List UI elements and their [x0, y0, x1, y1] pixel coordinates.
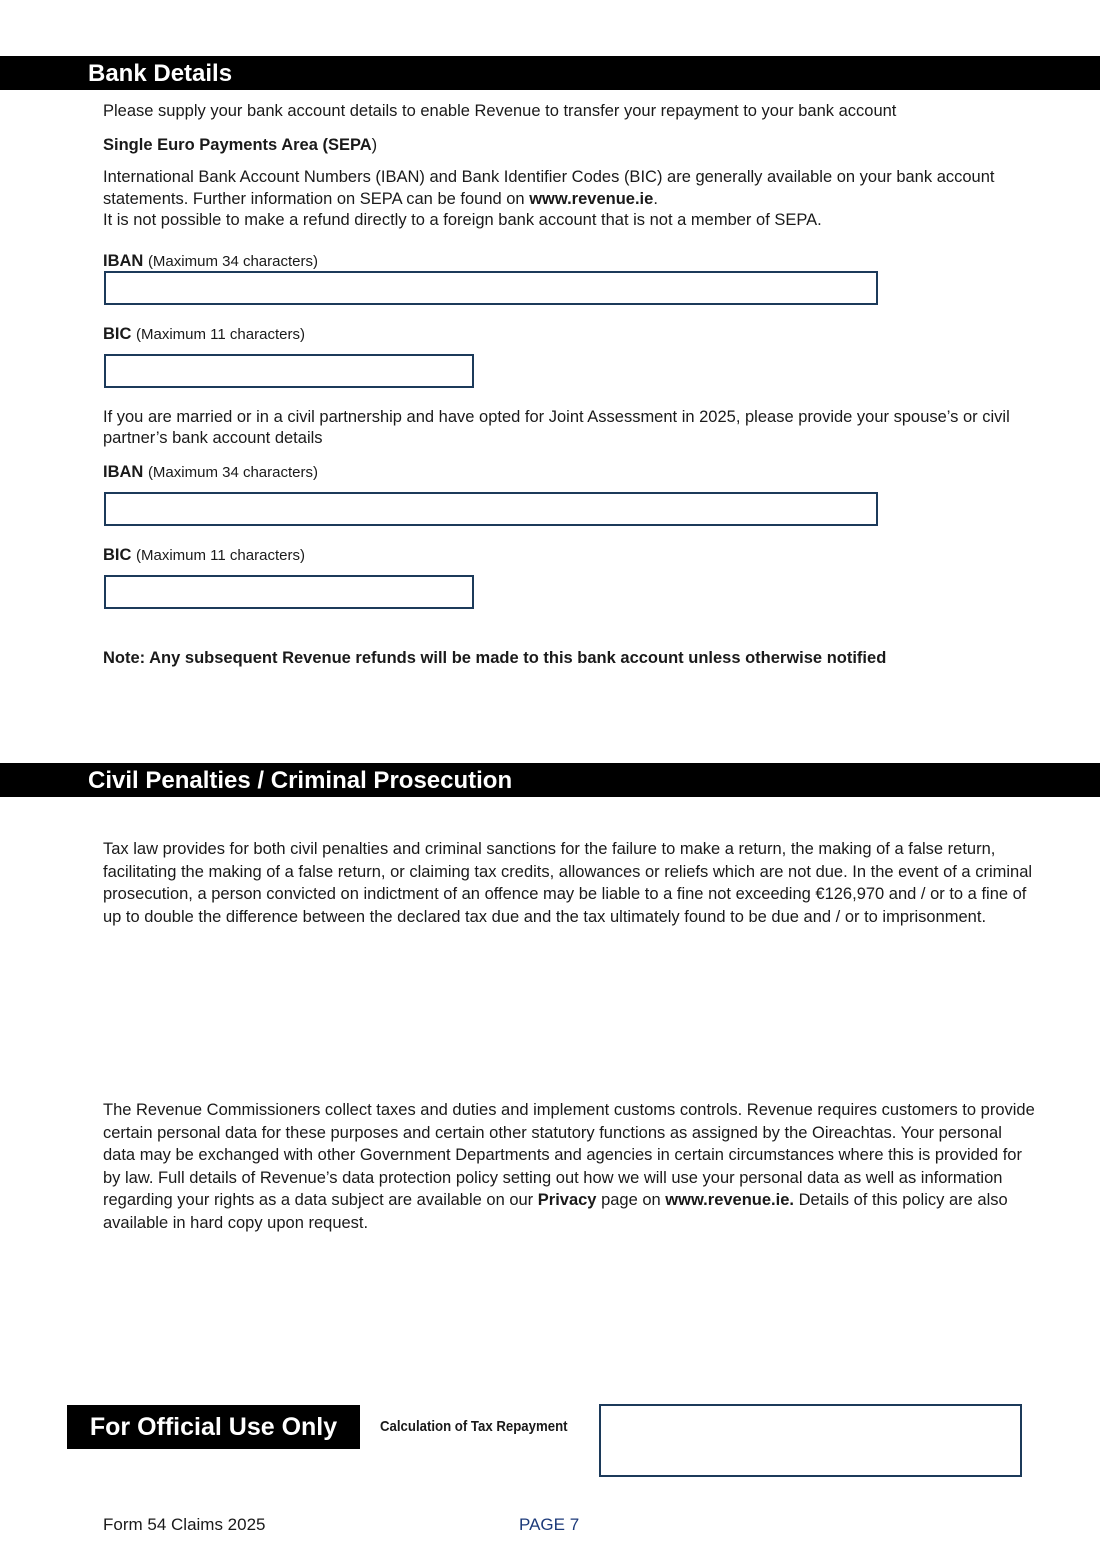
sepa-info-text [103, 167, 1043, 232]
iban-label [103, 251, 318, 272]
sepa-info-end: . [653, 189, 658, 208]
calculation-box [599, 1404, 1022, 1477]
calculation-label: Calculation of Tax Repayment [380, 1418, 568, 1435]
bic-label-text: BIC [103, 325, 132, 343]
spouse-bic-label-text: BIC [103, 546, 132, 564]
official-use-heading: For Official Use Only [67, 1405, 360, 1449]
joint-assessment-text: If you are married or in a civil partnership and have opted for Joint Assessment in 2025, please provide your spouse’s or civil partner’s bank account details [103, 408, 1010, 447]
iban-label-text: IBAN [103, 252, 144, 270]
spouse-iban-label [103, 462, 318, 483]
bic-hint: (Maximum 11 characters) [136, 326, 305, 343]
spouse-bic-input[interactable] [104, 575, 474, 609]
bic-input[interactable] [104, 354, 474, 388]
privacy-text-part3: Details of this policy are also available in hard copy upon request. [103, 1191, 1008, 1232]
sepa-link[interactable]: www.revenue.ie [529, 189, 654, 208]
penalties-text: Tax law provides for both civil penalties and criminal sanctions for the failure to make a return, the making of a false return, facilitating the making of a false return, or claiming tax credits, allowances or reliefs which are not due. In the event of a criminal prosecution, a person convicted on indictment of an offence may be liable to a fine not exceeding €126,970 and / or to a fine of up to double the difference between the declared tax due and the tax ultimately found to be due and / or to imprisonment. [103, 840, 1033, 926]
spouse-iban-label-text: IBAN [103, 463, 144, 481]
sepa-info-part1: International Bank Account Numbers (IBAN) and Bank Identifier Codes (BIC) are generally available on your bank account statements. Further information on SEPA can be found on [103, 168, 995, 208]
bank-details-heading: Bank Details [0, 56, 1100, 90]
refund-note: Note: Any subsequent Revenue refunds will be made to this bank account unless otherwise notified [103, 649, 887, 667]
bic-label [103, 324, 305, 345]
privacy-link[interactable]: www.revenue.ie. [665, 1191, 794, 1209]
iban-hint: (Maximum 34 characters) [147, 253, 318, 270]
privacy-page-word: Privacy [537, 1191, 597, 1209]
bank-intro-text: Please supply your bank account details to enable Revenue to transfer your repayment to your bank account [103, 102, 897, 120]
privacy-text-part1: The Revenue Commissioners collect taxes and duties and implement customs controls. Revenue requires customers to provide certain personal data for these purposes and certain other statutory functions as assigned by the Oireachtas. Your personal data may be exchanged with other Government Departments and agencies in certain circumstances where this is provided for by law. Full details of Revenue’s data protection policy setting out how we will use your personal data as well as information regarding your rights as a data subject are available on our [103, 1101, 1035, 1209]
footer-form-name: Form 54 Claims 2025 [103, 1515, 266, 1534]
spouse-bic-label [103, 545, 305, 566]
iban-input[interactable] [104, 271, 878, 305]
penalties-heading: Civil Penalties / Criminal Prosecution [0, 763, 1100, 797]
sepa-heading [103, 135, 377, 156]
spouse-iban-hint: (Maximum 34 characters) [147, 464, 318, 481]
sepa-foreign-text: It is not possible to make a refund directly to a foreign bank account that is not a member of SEPA. [103, 211, 822, 229]
spouse-iban-input[interactable] [104, 492, 878, 526]
sepa-heading-close: ) [371, 136, 378, 154]
privacy-text [103, 1099, 1038, 1234]
spouse-bic-hint: (Maximum 11 characters) [136, 547, 305, 564]
footer-page-number: PAGE 7 [519, 1515, 580, 1534]
sepa-heading-text: Single Euro Payments Area (SEPA [103, 136, 372, 154]
privacy-text-part2: page on [596, 1191, 666, 1209]
